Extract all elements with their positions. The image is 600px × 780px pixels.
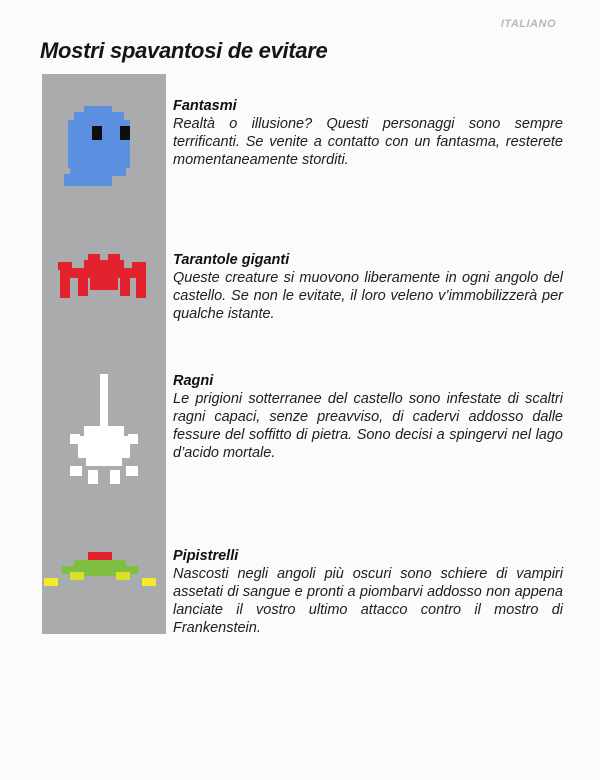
- monster-entry-spiders: [173, 372, 563, 462]
- monster-illustration-strip: [42, 74, 166, 634]
- monster-entry-tarantulas: [173, 251, 563, 323]
- entry-heading: Ragni: [173, 373, 214, 389]
- language-label: ITALIANO: [500, 18, 556, 30]
- entry-heading: Tarantole giganti: [173, 252, 290, 268]
- tarantula-icon: [58, 254, 148, 302]
- entry-heading: Pipistrelli: [173, 548, 239, 564]
- entry-description: Realtà o illusione? Questi personaggi sono sempre terrificanti. Se venite a contatto con un fantasma, resterete momentaneamente storditi.: [173, 116, 563, 168]
- entry-description: Queste creature si muovono liberamente in ogni angolo del castello. Se non le evitate, il loro veleno v’immobilizzerà per qualche istante.: [173, 270, 563, 322]
- entry-description: Nascosti negli angoli più oscuri sono schiere di vampiri assetati di sangue e pronti a piombarvi addosso non appena lanciate il vostro ultimo attacco contro il mostro di Frankenstein.: [173, 566, 563, 636]
- monster-entry-bats: [173, 547, 563, 637]
- monster-entry-ghosts: [173, 97, 563, 169]
- entry-heading: Fantasmi: [173, 98, 237, 114]
- ghost-icon: [62, 106, 136, 188]
- page-title: Mostri spavantosi de evitare: [40, 38, 328, 63]
- entry-description: Le prigioni sotterranee del castello sono infestate di scaltri ragni capaci, senze preavviso, di cadervi addosso dalle fessure del soffitto di pietra. Sono decisi a spingervi nel lago d’acido mortale.: [173, 391, 563, 461]
- bat-icon: [44, 552, 156, 588]
- spider-icon: [66, 374, 142, 486]
